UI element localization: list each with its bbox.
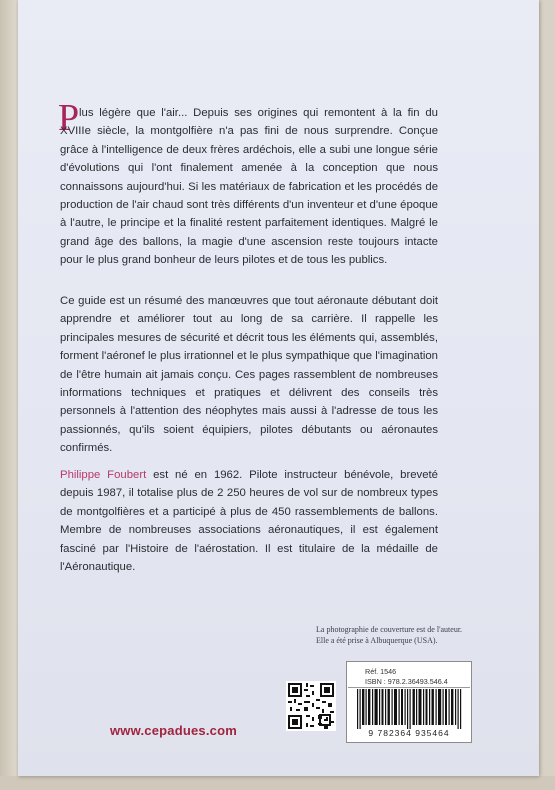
intro-paragraph: lus légère que l'air... Depuis ses origines qui remontent à la fin du XVIIIe siècle, la montgolfière n'a pas fini de nous surprendre. Conçue grâce à l'intelligence de deux frères ardéchois, elle a subi une longue série d'évolutions qui l'ont finalement amenée à la conception que nous connaissons aujourd'hui. Si les matériaux de fabrication et les procédés de production de l'air chaud sont très différents d'un inventeur et d'une époque à l'autre, le principe et la finalité restent parfaitement identiques. Malgré le grand âge des ballons, la magie d'une ascension reste toujours intacte pour le plus grand bonheur de leurs pilotes et de tous les publics. bbox=[60, 107, 438, 267]
author-paragraph bbox=[60, 466, 438, 576]
isbn-number: ISBN : 978.2.36493.546.4 bbox=[365, 677, 448, 686]
label-divider bbox=[348, 687, 470, 688]
left-shadow bbox=[0, 0, 16, 790]
reference-number: Réf. 1546 bbox=[365, 667, 397, 676]
guide-description-paragraph: Ce guide est un résumé des manœuvres que tout aéronaute débutant doit apprendre et améliorer tout au long de sa carrière. Il rappelle les principales mesures de sécurité et décrit tous les éléments qui, assemblés, forment l'aéronef le plus irrationnel et le plus sympathique que l'imagination de l'être humain ait jamais conçu. Ces pages rassemblent de nombreuses informations techniques et pratiques et délivrent des conseils très personnels à l'attention des néophytes mais aussi à l'adresse de tous les passionnés, qu'ils soient équipiers, pilotes débutants ou aéronautes confirmés. bbox=[60, 295, 438, 455]
barcode-number: 9 782364 935464 bbox=[368, 728, 450, 738]
barcode-icon bbox=[353, 689, 465, 729]
drop-cap: P bbox=[58, 97, 80, 139]
publisher-website: www.cepadues.com bbox=[110, 723, 237, 738]
isbn-label bbox=[346, 661, 472, 743]
author-bio: est né en 1962. Pilote instructeur bénévole, breveté depuis 1987, il totalise plus de 2 250 heures de vol sur de nombreux types de montgolfières et a participé à plus de 450 rassemblements de ballons. Membre de nombreuses associations aéronautiques, il est également fasciné par l'Histoire de l'aérostation. Il est titulaire de la médaille de l'Aéronautique. bbox=[60, 469, 438, 574]
author-name: Philippe Foubert bbox=[60, 469, 147, 481]
qr-code-icon bbox=[286, 681, 336, 731]
table-surface bbox=[0, 776, 555, 790]
photo-caption: La photographie de couverture est de l'auteur. Elle a été prise à Albuquerque (USA). bbox=[316, 625, 463, 645]
